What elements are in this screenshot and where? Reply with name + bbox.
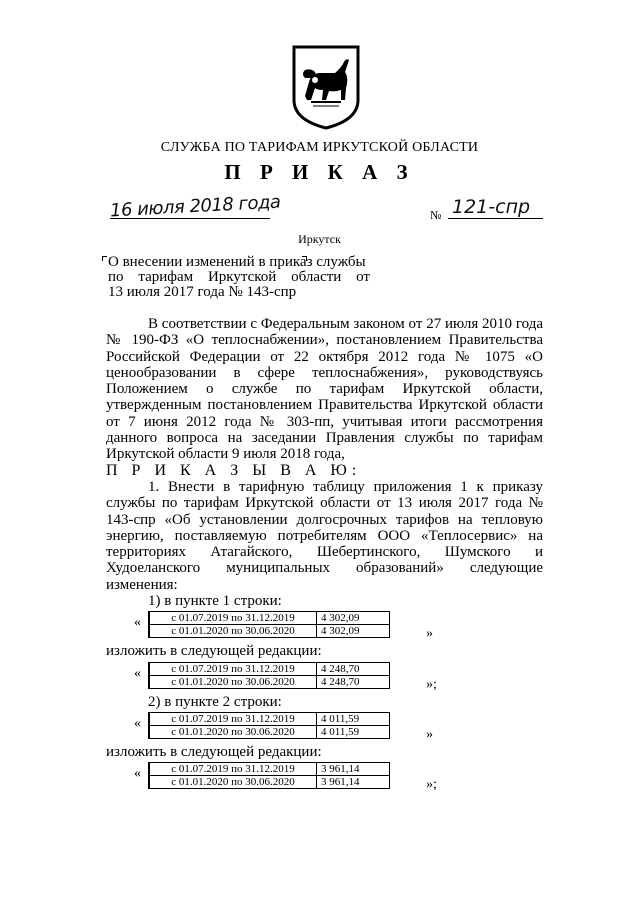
open-quote: « xyxy=(134,715,141,731)
tariff-table-4 xyxy=(106,760,543,794)
preamble-paragraph: В соответствии с Федеральным законом от 27 июля 2010 года № 190-ФЗ «О теплоснабжении», постановлением Правительства Российской Федерации от 22 октября 2012 года № 1075 «О ценообразовании в сфере теплоснабжения», руководствуясь Положением о службе по тарифам Иркутской области, утвержденным постановлением Правительства Иркутской области от 7 июня 2012 года № 303-пп, учитывая итоги рассмотрения данного вопроса на заседании Правления службы по тарифам Иркутской области 9 июля 2018 года, xyxy=(106,316,543,463)
table-row xyxy=(149,675,390,688)
subject-line: О внесении изменений в приказ службы xyxy=(108,254,366,270)
tariff-table-2 xyxy=(106,660,543,694)
tariff-value-cell: 4 011,59 xyxy=(317,725,390,738)
date-underline xyxy=(110,218,270,219)
subject-line: 13 июля 2017 года № 143-спр xyxy=(108,284,297,300)
subitem-2-label: 2) в пункте 2 строки: xyxy=(148,693,282,710)
table-row xyxy=(149,712,390,725)
subitem-1-label: 1) в пункте 1 строки: xyxy=(148,593,282,610)
tariff-table-3 xyxy=(106,710,543,744)
period-cell: с 01.07.2019 по 31.12.2019 xyxy=(149,662,317,675)
order-body xyxy=(106,316,543,794)
tariff-value-cell: 4 248,70 xyxy=(317,675,390,688)
subject-line: по тарифам Иркутской области от xyxy=(108,269,370,285)
city-name: Иркутск xyxy=(298,232,341,246)
close-quote: »; xyxy=(426,777,437,793)
tariff-table xyxy=(148,611,390,638)
tariff-value-cell: 3 961,14 xyxy=(317,763,390,776)
tariff-value-cell: 4 302,09 xyxy=(317,625,390,638)
number-sign: № xyxy=(430,208,442,222)
period-cell: с 01.01.2020 по 30.06.2020 xyxy=(149,625,317,638)
number-underline xyxy=(448,218,543,219)
period-cell: с 01.01.2020 по 30.06.2020 xyxy=(149,675,317,688)
period-cell: с 01.07.2019 по 31.12.2019 xyxy=(149,612,317,625)
tariff-value-cell: 4 011,59 xyxy=(317,712,390,725)
new-edition-label: изложить в следующей редакции: xyxy=(106,743,322,760)
babr-emblem-icon xyxy=(291,44,361,130)
item-1-paragraph: 1. Внести в тарифную таблицу приложения 1 к приказу службы по тарифам Иркутской области от 13 июля 2017 года № 143-спр «Об установлении долгосрочных тарифов на тепловую энергию, поставляемую потребителям ООО «Теплосервис» на территориях Атагайского, Шебертинского, Шумского и Худоеланского муниципальных образований» следующие изменения: xyxy=(106,478,543,593)
agency-name: СЛУЖБА ПО ТАРИФАМ ИРКУТСКОЙ ОБЛАСТИ xyxy=(160,140,479,155)
period-cell: с 01.07.2019 по 31.12.2019 xyxy=(149,763,317,776)
table-row xyxy=(149,612,390,625)
open-quote: « xyxy=(134,615,141,631)
tariff-table-1 xyxy=(106,609,543,643)
open-quote: « xyxy=(134,766,141,782)
close-quote: »; xyxy=(426,676,437,692)
close-quote: » xyxy=(426,726,433,742)
handwritten-order-number: 121-спр xyxy=(452,196,531,218)
period-cell: с 01.07.2019 по 31.12.2019 xyxy=(149,712,317,725)
open-quote: « xyxy=(134,665,141,681)
tariff-table xyxy=(148,762,390,789)
table-row xyxy=(149,625,390,638)
order-subject xyxy=(108,255,370,300)
new-edition-label: изложить в следующей редакции: xyxy=(106,643,322,660)
table-row xyxy=(149,763,390,776)
tariff-value-cell: 4 302,09 xyxy=(317,612,390,625)
prikazyvayu-heading: П Р И К А З Ы В А Ю: xyxy=(106,461,362,479)
coat-of-arms-emblem xyxy=(291,44,361,130)
handwritten-date: 16 июля 2018 года xyxy=(109,191,281,222)
tariff-table xyxy=(148,712,390,739)
period-cell: с 01.01.2020 по 30.06.2020 xyxy=(149,776,317,789)
tariff-value-cell: 3 961,14 xyxy=(317,776,390,789)
close-quote: » xyxy=(426,626,433,642)
subject-corner-mark-left xyxy=(102,256,107,261)
table-row xyxy=(149,776,390,789)
period-cell: с 01.01.2020 по 30.06.2020 xyxy=(149,725,317,738)
tariff-value-cell: 4 248,70 xyxy=(317,662,390,675)
document-title: П Р И К А З xyxy=(224,160,415,184)
table-row xyxy=(149,662,390,675)
tariff-table xyxy=(148,662,390,689)
table-row xyxy=(149,725,390,738)
